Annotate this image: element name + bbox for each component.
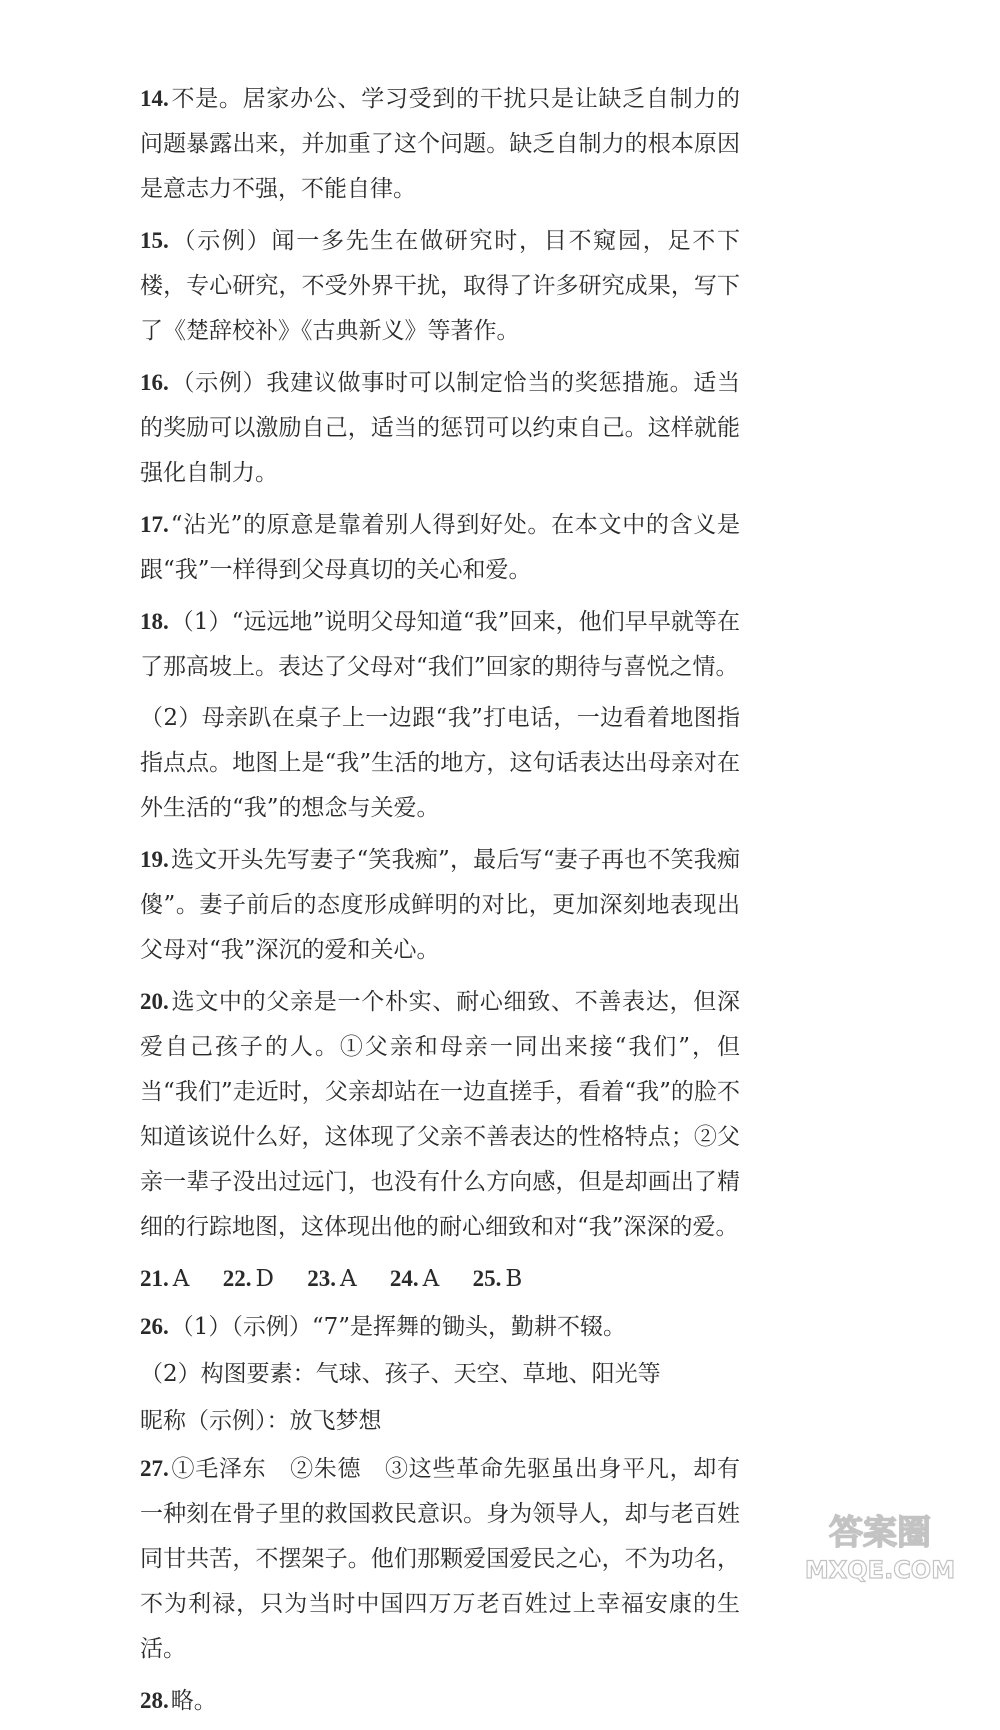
answer-text: 昵称（示例）：放飞梦想 — [140, 1408, 382, 1434]
answer-26-part-2 — [140, 1352, 740, 1397]
question-number: 23. — [307, 1266, 336, 1291]
choice-answer-23 — [307, 1256, 356, 1302]
answer-28 — [140, 1678, 740, 1724]
answer-26-part-1 — [140, 1304, 740, 1350]
answer-26-nickname — [140, 1399, 740, 1444]
answer-15 — [140, 218, 740, 354]
question-number: 28. — [140, 1688, 169, 1713]
answer-19 — [140, 837, 740, 973]
choice-value: B — [505, 1266, 523, 1292]
answer-list — [140, 76, 740, 1730]
question-number: 25. — [472, 1266, 502, 1291]
choice-value: A — [339, 1266, 357, 1292]
question-number: 15. — [140, 228, 169, 253]
answer-text: （示例）闻一多先生在做研究时，目不窥园，足不下楼，专心研究，不受外界干扰，取得了许多研究成果，写下了《楚辞校补》《古典新义》等著作。 — [140, 228, 740, 344]
answer-text: （2）母亲趴在桌子上一边跟“我”打电话，一边看着地图指指点点。地图上是“我”生活的地方，这句话表达出母亲对在外生活的“我”的想念与关爱。 — [140, 705, 740, 821]
answer-text: （2）构图要素：气球、孩子、天空、草地、阳光等 — [140, 1361, 661, 1387]
answer-text: 选文中的父亲是一个朴实、耐心细致、不善表达，但深爱自己孩子的人。①父亲和母亲一同出来接“我们”，但当“我们”走近时，父亲却站在一边直搓手，看着“我”的脸不知道该说什么好，这体现了父亲不善表达的性格特点；②父亲一辈子没出过远门，也没有什么方向感，但是却画出了精细的行踪地图，这体现出他的耐心细致和对“我”深深的爱。 — [140, 989, 740, 1240]
choice-value: A — [172, 1266, 190, 1292]
question-number: 24. — [389, 1266, 419, 1291]
watermark-domain: MXQE.COM — [804, 1556, 956, 1584]
answer-27 — [140, 1446, 740, 1672]
answer-text: 略。 — [170, 1688, 217, 1714]
choice-answers-row — [140, 1256, 740, 1302]
question-number: 14. — [140, 86, 169, 111]
choice-answer-22 — [223, 1256, 274, 1302]
answer-17 — [140, 502, 740, 593]
question-number: 20. — [140, 989, 169, 1014]
site-watermark-logo — [790, 1506, 970, 1586]
answer-text: （1）（示例）“7”是挥舞的锄头，勤耕不辍。 — [170, 1314, 627, 1340]
answer-18-part-2 — [140, 696, 740, 831]
question-number: 18. — [140, 609, 169, 634]
question-number: 27. — [140, 1456, 169, 1481]
question-number: 21. — [140, 1266, 169, 1291]
answer-text: （示例）我建议做事时可以制定恰当的奖惩措施。适当的奖励可以激励自己，适当的惩罚可以约束自己。这样就能强化自制力。 — [140, 370, 740, 486]
answer-14 — [140, 76, 740, 212]
choice-value: A — [422, 1266, 440, 1292]
answer-text: “沾光”的原意是靠着别人得到好处。在本文中的含义是跟“我”一样得到父母真切的关心和爱。 — [140, 512, 740, 583]
watermark-title: 答案圈 — [829, 1513, 931, 1553]
answer-text: 不是。居家办公、学习受到的干扰只是让缺乏自制力的问题暴露出来，并加重了这个问题。缺乏自制力的根本原因是意志力不强，不能自律。 — [140, 86, 740, 202]
question-number: 17. — [140, 512, 169, 537]
choice-answer-25 — [473, 1256, 523, 1302]
question-number: 16. — [140, 370, 169, 395]
question-number: 19. — [140, 847, 169, 872]
question-number: 22. — [222, 1266, 252, 1291]
answer-text: 选文开头先写妻子“笑我痴”，最后写“妻子再也不笑我痴傻”。妻子前后的态度形成鲜明的对比，更加深刻地表现出父母对“我”深沉的爱和关心。 — [140, 847, 740, 963]
choice-answer-21 — [140, 1256, 189, 1302]
choice-value: D — [255, 1266, 274, 1292]
answer-text: （1）“远远地”说明父母知道“我”回来，他们早早就等在了那高坡上。表达了父母对“我们”回家的期待与喜悦之情。 — [140, 609, 740, 680]
choice-answer-24 — [390, 1256, 439, 1302]
answer-20 — [140, 979, 740, 1250]
answer-18-part-1 — [140, 599, 740, 690]
answer-16 — [140, 360, 740, 496]
answer-text: ①毛泽东 ②朱德 ③这些革命先驱虽出身平凡，却有一种刻在骨子里的救国救民意识。身为领导人，却与老百姓同甘共苦，不摆架子。他们那颗爱国爱民之心，不为功名，不为利禄，只为当时中国四万万老百姓过上幸福安康的生活。 — [140, 1456, 740, 1662]
question-number: 26. — [140, 1314, 169, 1339]
